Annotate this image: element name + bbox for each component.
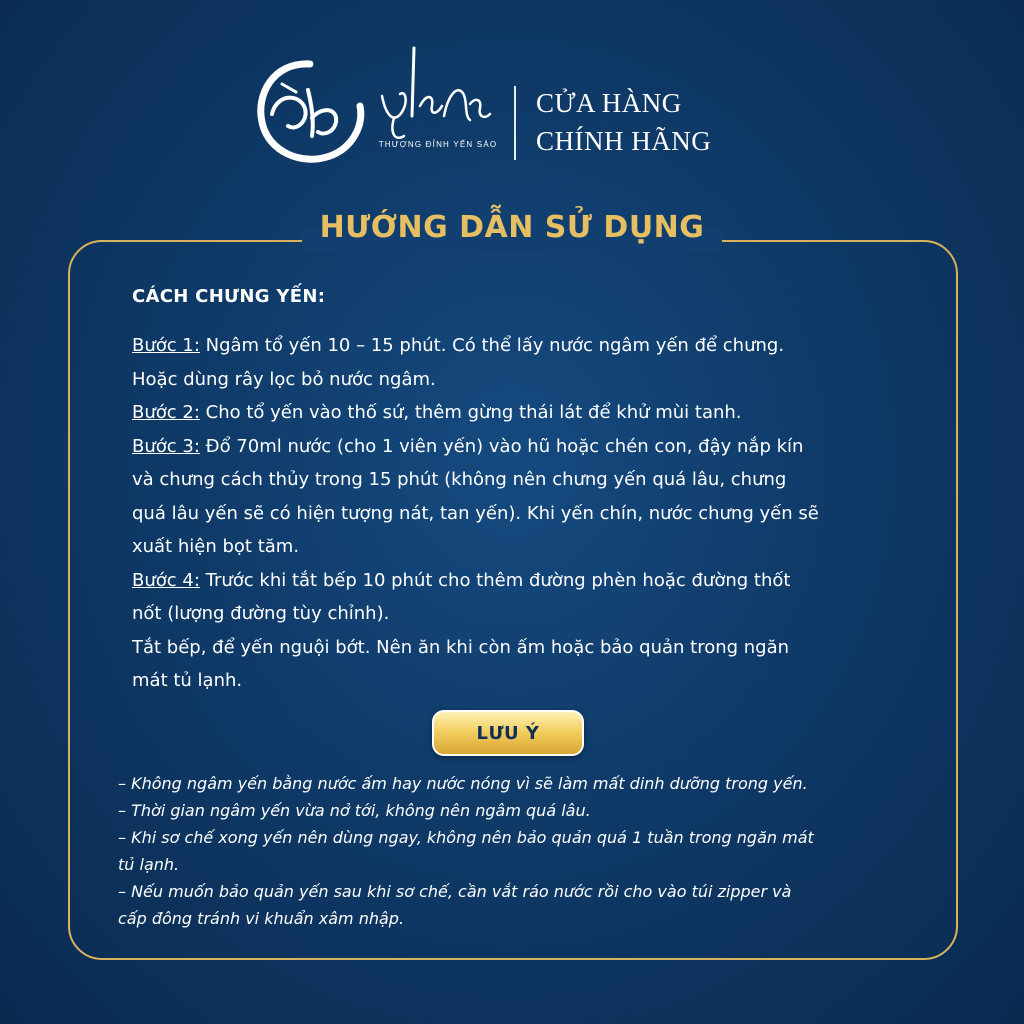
closing-text: Tắt bếp, để yến nguội bớt. Nên ăn khi còn ấm hoặc bảo quản trong ngăn mát tủ lạnh.: [132, 636, 790, 691]
step-4: [132, 564, 912, 631]
note-item-3: – Khi sơ chế xong yến nên dùng ngay, không nên bảo quản quá 1 tuần trong ngăn mát tủ lạnh.: [118, 828, 814, 874]
section-heading: CÁCH CHƯNG YẾN:: [132, 286, 326, 307]
instruction-content: [132, 286, 912, 698]
step-3-label: Bước 3:: [132, 435, 200, 457]
note-item-2: – Thời gian ngâm yến vừa nở tới, không nên ngâm quá lâu.: [118, 801, 591, 820]
step-1-label: Bước 1:: [132, 335, 200, 356]
title-wrapper: [0, 210, 1024, 245]
notes-list: [118, 770, 938, 932]
note-item-1: – Không ngâm yến bằng nước ấm hay nước nóng vì sẽ làm mất dinh dưỡng trong yến.: [118, 774, 808, 793]
brand-header: [252, 46, 772, 170]
steps-list: [132, 329, 912, 698]
step-3-text: Đổ 70ml nước (cho 1 viên yến) vào hũ hoặc chén con, đậy nắp kín và chưng cách thủy trong 15 phút (không nên chưng yến quá lâu, chưng quá lâu yến sẽ có hiện tượng nát, tan yến). Khi yến chín, nước chưng yến sẽ xuất hiện bọt tăm.: [132, 435, 819, 557]
step-4-label: Bước 4:: [132, 569, 200, 591]
page-title: HƯỚNG DẪN SỬ DỤNG: [319, 210, 705, 245]
brand-divider: [514, 86, 516, 160]
brand-swirl-logo-icon: [252, 56, 368, 168]
step-1: [132, 329, 912, 396]
note-item-4: – Nếu muốn bảo quản yến sau khi sơ chế, cần vắt ráo nước rồi cho vào túi zipper và cấp đông tránh vi khuẩn xâm nhập.: [118, 882, 792, 928]
step-4-text: Trước khi tắt bếp 10 phút cho thêm đường phèn hoặc đường thốt nốt (lượng đường tùy chỉnh).: [132, 569, 791, 624]
step-2-label: Bước 2:: [132, 402, 200, 423]
step-1-text: Ngâm tổ yến 10 – 15 phút. Có thể lấy nước ngâm yến để chưng. Hoặc dùng rây lọc bỏ nước ngâm.: [132, 335, 785, 390]
step-2: [132, 396, 912, 430]
note-badge: LƯU Ý: [432, 710, 584, 756]
store-label-line1: CỬA HÀNG: [536, 88, 682, 118]
brand-tagline: THƯỢNG ĐỈNH YẾN SÀO: [378, 140, 498, 149]
step-2-text: Cho tổ yến vào thố sứ, thêm gừng thái lát để khử mùi tanh.: [199, 402, 742, 423]
step-3: [132, 430, 912, 564]
store-label-line2: CHÍNH HÃNG: [536, 126, 712, 156]
